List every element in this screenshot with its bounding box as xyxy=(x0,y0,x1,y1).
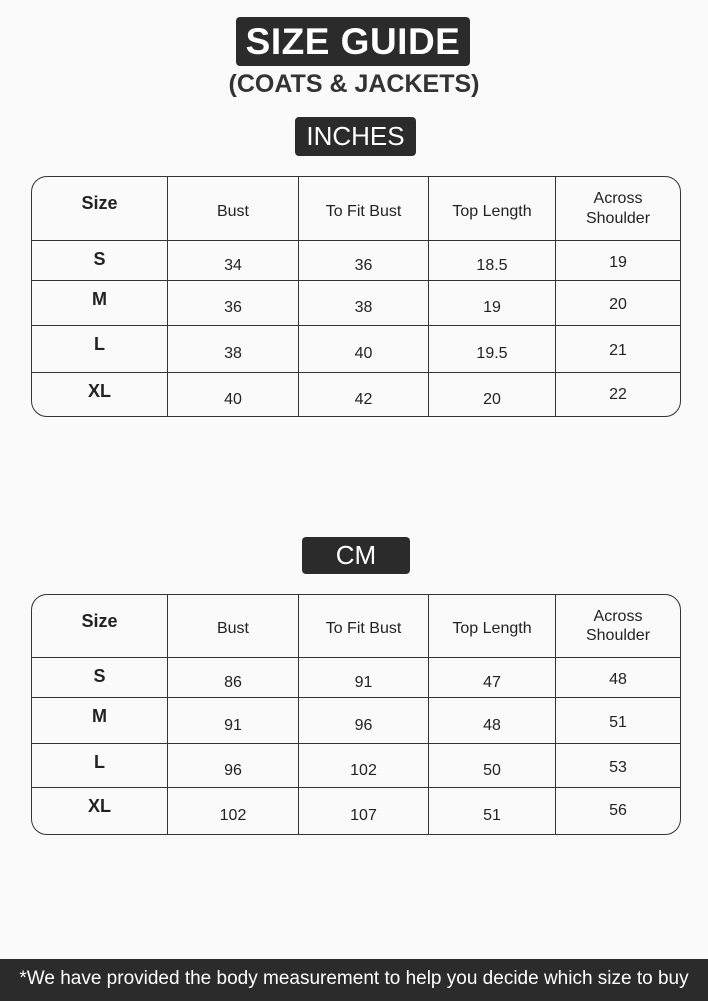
table-cell: 53 xyxy=(556,744,680,788)
table-cell: 36 xyxy=(168,281,299,326)
table-header-cell: Bust xyxy=(168,595,299,658)
table-cell: 20 xyxy=(556,281,680,326)
table-cell: 18.5 xyxy=(429,241,556,281)
table-cell: 56 xyxy=(609,802,627,820)
page-title: SIZE GUIDE xyxy=(236,17,470,66)
table-header-cell: Size xyxy=(32,595,168,658)
table-cell: 86 xyxy=(168,658,299,698)
table-cell: 91 xyxy=(168,698,299,744)
table-cell: 20 xyxy=(429,373,556,416)
table-cell: 107 xyxy=(299,788,429,834)
inches-section-label: INCHES xyxy=(295,117,416,156)
table-header-cell: Bust xyxy=(168,177,299,241)
table-cell: 34 xyxy=(168,241,299,281)
table-cell: 50 xyxy=(429,744,556,788)
table-size-cell: S xyxy=(32,658,168,698)
table-cell: 38 xyxy=(299,281,429,326)
table-cell: 40 xyxy=(168,373,299,416)
table-header-cell: Top Length xyxy=(429,595,556,658)
table-cell: 19 xyxy=(429,281,556,326)
table-header-cell: Across Shoulder xyxy=(556,177,680,241)
cm-section-label: CM xyxy=(302,537,410,574)
table-cell: 102 xyxy=(168,788,299,834)
table-cell: 48 xyxy=(556,658,680,698)
table-size-cell: XL xyxy=(32,373,168,416)
footer-note: *We have provided the body measurement to help you decide which size to buy xyxy=(0,959,708,1001)
table-cell: 22 xyxy=(609,385,627,403)
table-cell: 47 xyxy=(429,658,556,698)
table-cell: 51 xyxy=(556,698,680,744)
table-cell: 21 xyxy=(556,326,680,373)
inches-size-table xyxy=(31,176,681,417)
table-cell: 40 xyxy=(299,326,429,373)
table-header-cell: To Fit Bust xyxy=(299,177,429,241)
table-cell: 36 xyxy=(299,241,429,281)
table-header-cell: Top Length xyxy=(429,177,556,241)
table-size-cell: M xyxy=(32,698,168,744)
table-header-cell: To Fit Bust xyxy=(299,595,429,658)
table-cell: 96 xyxy=(168,744,299,788)
table-cell: 102 xyxy=(299,744,429,788)
table-cell: 48 xyxy=(429,698,556,744)
page-subtitle: (COATS & JACKETS) xyxy=(228,70,480,98)
table-cell: 51 xyxy=(429,788,556,834)
table-cell: 42 xyxy=(299,373,429,416)
inches-table-grid xyxy=(32,177,680,416)
table-size-cell: M xyxy=(32,281,168,326)
table-size-cell: L xyxy=(32,326,168,373)
table-size-cell: XL xyxy=(32,788,168,834)
table-cell: 19 xyxy=(556,241,680,281)
table-cell: 19.5 xyxy=(429,326,556,373)
table-header-cell: Across Shoulder xyxy=(556,595,680,658)
table-header-cell: Size xyxy=(32,177,168,241)
table-cell: 91 xyxy=(299,658,429,698)
cm-size-table xyxy=(31,594,681,835)
cm-table-grid xyxy=(32,595,680,834)
table-cell: 38 xyxy=(168,326,299,373)
table-size-cell: S xyxy=(32,241,168,281)
table-size-cell: L xyxy=(32,744,168,788)
table-cell: 96 xyxy=(299,698,429,744)
